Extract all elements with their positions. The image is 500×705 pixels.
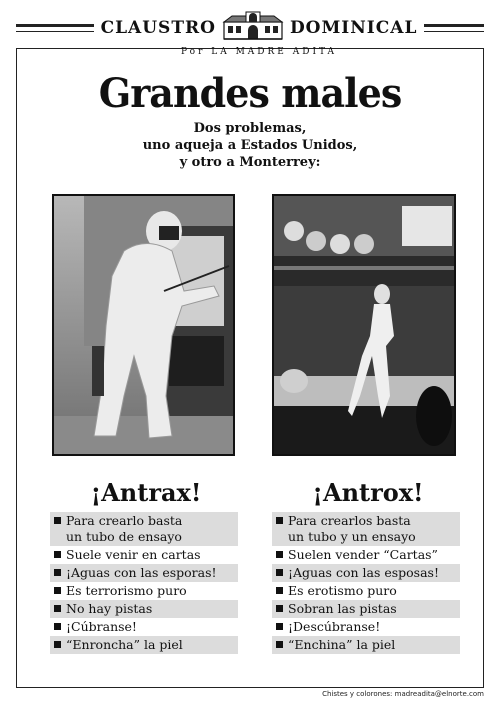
stage-dancer-photo [272, 194, 456, 456]
bullet-square-icon [54, 605, 61, 612]
church-building-icon [222, 10, 284, 45]
bullet-square-icon [276, 641, 283, 648]
header-rule-right [424, 24, 484, 27]
list-item-text: ¡Aguas con las esposas! [288, 565, 439, 580]
list-item-text: Para crearlo basta un tubo de ensayo [66, 513, 183, 544]
list-item-text: No hay pistas [66, 601, 153, 616]
bullet-square-icon [276, 551, 283, 558]
list-item [50, 636, 238, 654]
list-item-text: Es terrorismo puro [66, 583, 187, 598]
list-item [272, 636, 460, 654]
masthead-left-word: CLAUSTRO [100, 17, 216, 38]
bullet-square-icon [276, 569, 283, 576]
article-subtitle [0, 120, 500, 171]
list-item-text: Es erotismo puro [288, 583, 397, 598]
list-item [50, 582, 238, 600]
bullet-square-icon [54, 569, 61, 576]
article-title: Grandes males [98, 70, 402, 117]
list-item-text: Suele venir en cartas [66, 547, 201, 562]
bullet-square-icon [276, 517, 283, 524]
list-item [50, 546, 238, 564]
bullet-square-icon [54, 641, 61, 648]
masthead [96, 10, 422, 57]
list-item-text: ¡Descúbranse! [288, 619, 381, 634]
list-item-text: “Enroncha” la piel [66, 637, 183, 652]
credit-line: Chistes y colorones: madreadita@elnorte.com [322, 690, 484, 698]
bullet-square-icon [276, 605, 283, 612]
list-item-text: Para crearlos basta un tubo y un ensayo [288, 513, 416, 544]
list-item [50, 600, 238, 618]
list-item-text: ¡Cúbranse! [66, 619, 137, 634]
bullet-square-icon [276, 587, 283, 594]
subtitle-line: y otro a Monterrey: [179, 155, 321, 170]
bullet-square-icon [276, 623, 283, 630]
antrox-list [272, 512, 460, 654]
hazmat-worker-photo [52, 194, 235, 456]
list-item-text: ¡Aguas con las esporas! [66, 565, 217, 580]
list-item [272, 618, 460, 636]
list-item [272, 546, 460, 564]
masthead-title [101, 10, 418, 45]
left-column-title: ¡Antrax! [90, 478, 202, 507]
subtitle-line: Dos problemas, [193, 121, 307, 136]
header-rule-left-thin [16, 31, 94, 32]
list-item-text: “Enchina” la piel [288, 637, 396, 652]
list-item [50, 564, 238, 582]
list-item [50, 512, 238, 546]
header-rule-right-thin [424, 31, 484, 32]
list-item [50, 618, 238, 636]
bullet-square-icon [54, 517, 61, 524]
list-item [272, 582, 460, 600]
bullet-square-icon [54, 551, 61, 558]
list-item [272, 600, 460, 618]
antrax-list [50, 512, 238, 654]
subtitle-line: uno aqueja a Estados Unidos, [142, 138, 358, 153]
list-item-text: Suelen vender “Cartas” [288, 547, 438, 562]
list-item [272, 512, 460, 546]
byline: Por LA MADRE ADITA [180, 47, 338, 57]
masthead-right-word: DOMINICAL [289, 17, 418, 38]
list-item-text: Sobran las pistas [288, 601, 397, 616]
right-column-title: ¡Antrox! [312, 478, 424, 507]
list-item [272, 564, 460, 582]
bullet-square-icon [54, 587, 61, 594]
header-rule-left [16, 24, 94, 27]
bullet-square-icon [54, 623, 61, 630]
